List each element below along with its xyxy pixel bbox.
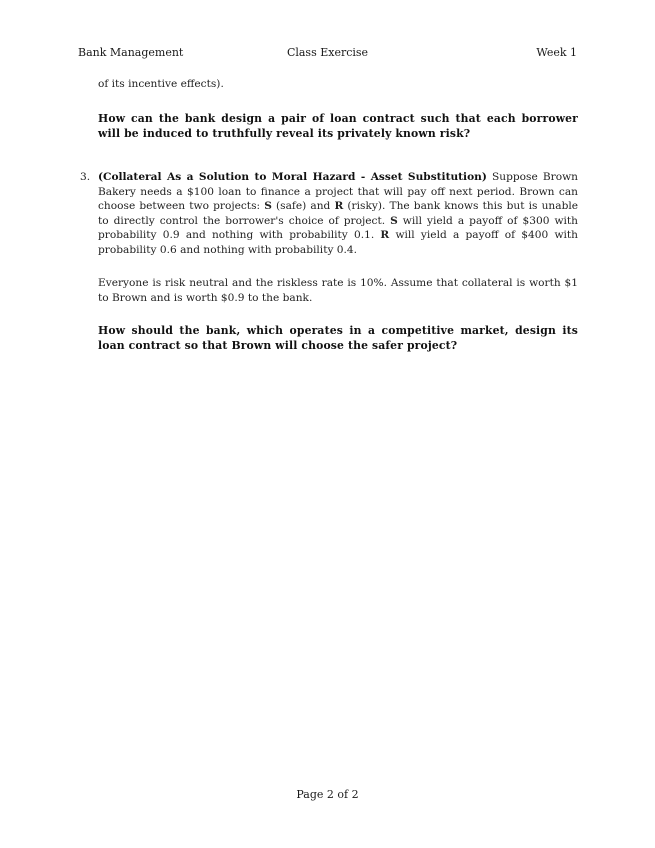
project-r-label-2: R — [380, 229, 390, 242]
item-title: (Collateral As a Solution to Moral Hazard - Asset Substitution) — [98, 171, 487, 183]
item-text-2: (safe) and — [271, 200, 335, 213]
week-label: Week 1 — [536, 46, 577, 59]
question-3: How should the bank, which operates in a competitive market, design its loan contract so that Brown will choose the safer project? — [98, 324, 578, 352]
document-type: Class Exercise — [286, 46, 369, 59]
item-text-4: will yield a payoff of $300 with probability 0.9 and nothing with probability 0.1. — [98, 214, 578, 242]
item-number: 3. — [80, 171, 91, 183]
course-name: Bank Management — [78, 46, 184, 59]
project-r-label: R — [334, 200, 344, 213]
page-header — [78, 46, 577, 62]
question-2: How can the bank design a pair of loan contract such that each borrower will be induced to truthfully reveal its privately known risk? — [98, 112, 578, 140]
item-text-3: (risky). The bank knows this but is unable to directly control the borrower's choice of project. — [98, 200, 579, 227]
item-text-1: Suppose Brown Bakery needs a $100 loan to finance a project that will pay off next period. Brown can choose between two projects: — [98, 171, 578, 213]
project-s-label: S — [264, 200, 272, 213]
page-number: Page 2 of 2 — [296, 788, 359, 801]
item-text-5: will yield a payoff of $400 with probability 0.6 and nothing with probability 0.4. — [98, 229, 578, 256]
exercise-item-3 — [80, 170, 579, 258]
project-s-label-2: S — [390, 214, 398, 227]
assumptions-paragraph: Everyone is risk neutral and the riskless rate is 10%. Assume that collateral is worth $1 to Brown and is worth $0.9 to the bank. — [98, 277, 578, 304]
continuation-text: of its incentive effects). — [98, 78, 224, 90]
